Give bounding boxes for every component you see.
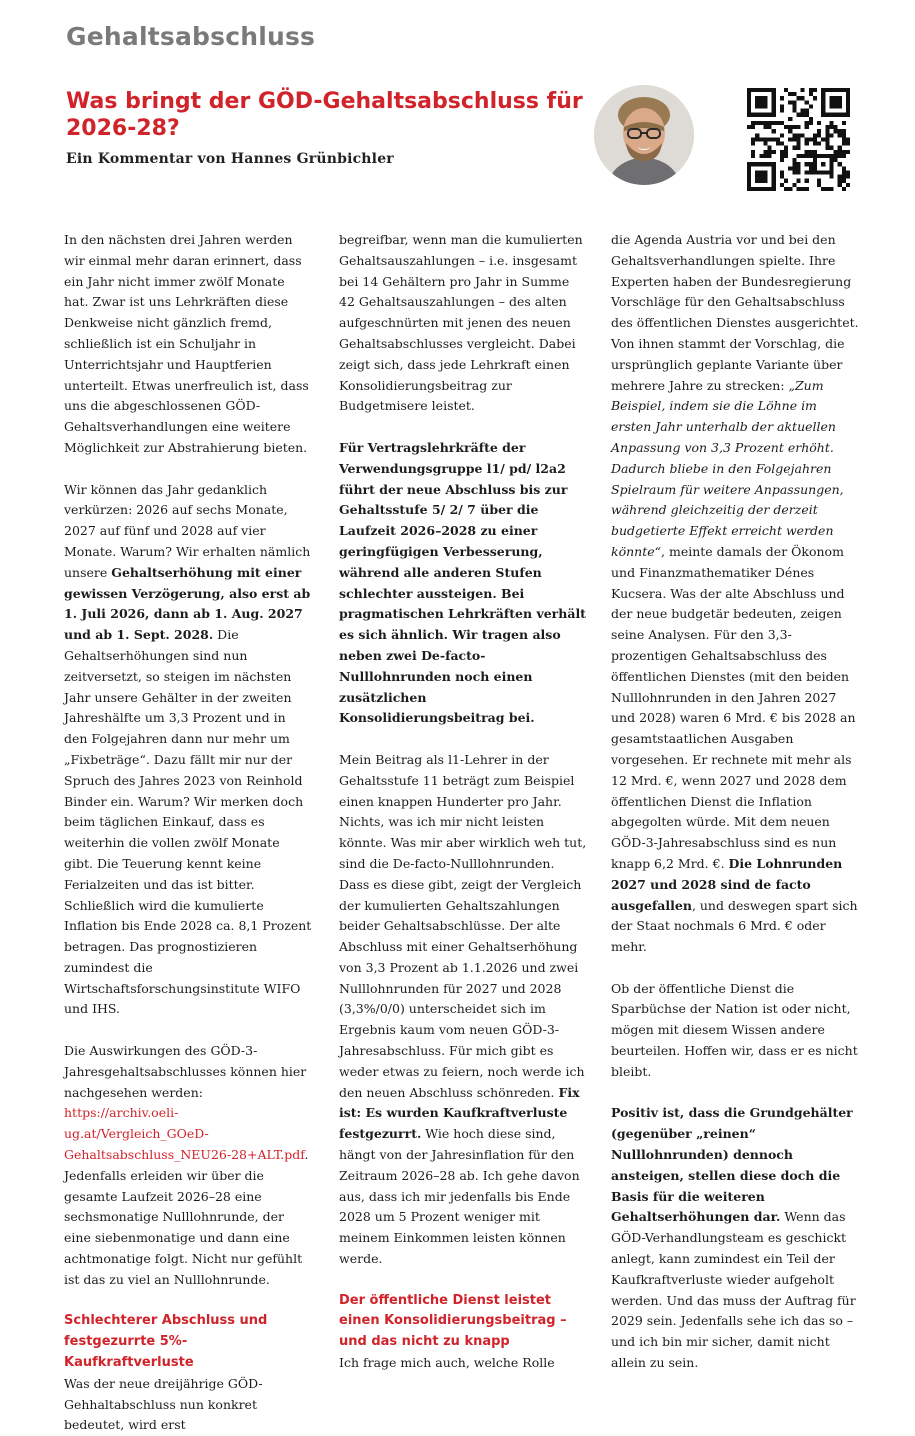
paragraph: begreifbar, wenn man die kumulierten Gehaltsauszahlungen – i.e. insgesamt bei 14 Gehältern pro Jahr in Summe 42 Gehaltsauszahlungen – des alten aufgeschnürten mit jenen des neuen Gehaltsabschlusses vergleicht. Dabei zeigt sich, dass jede Lehrkraft einen Konsolidierungsbeitrag zur Budgetmisere leistet. <box>339 232 583 414</box>
paragraph: In den nächsten drei Jahren werden wir einmal mehr daran erinnert, dass ein Jahr nicht immer zwölf Monate hat. Zwar ist uns Lehrkräften diese Denkweise nicht gänzlich fremd, schließlich ist ein Schuljahr in Unterrichtsjahr und Hauptferien unterteilt. Etwas unerfreulich ist, dass uns die abgeschlossenen GÖD-Gehaltsverhandlungen eine weitere Möglichkeit zur Abstrahierung bieten. <box>64 232 309 455</box>
portrait-photo <box>594 85 694 185</box>
article-title: Was bringt der GÖD-Gehaltsabschluss für 2026-28? <box>66 89 583 141</box>
paragraph: Ich frage mich auch, welche Rolle <box>339 1355 555 1371</box>
subheading: Schlechterer Abschluss und festgezurrte 5%-Kaufkraftverluste <box>64 1313 268 1371</box>
column-2 <box>339 230 587 1374</box>
paragraph: Wir können das Jahr gedanklich verkürzen: 2026 auf sechs Monate, 2027 auf fünf und 2028 auf vier Monate. Warum? Wir erhalten nämlich unsere Gehaltserhöhung mit einer gewissen Verzögerung, also erst ab 1. Juli 2026, dann ab 1. Aug. 2027 und ab 1. Sept. 2028. Die Gehaltserhöhungen sind nun zeitversetzt, so steigen im nächsten Jahr unsere Gehälter in der zweiten Jahreshälfte um 3,3 Prozent und in den Folgejahren dann nur mehr um „Fixbeträge“. Dazu fällt mir nur der Spruch des Jahres 2023 von Reinhold Binder ein. Warum? Wir merken doch beim täglichen Einkauf, dass es weiterhin die vollen zwölf Monate gibt. Die Teuerung kennt keine Ferialzeiten und das ist bitter. Schließlich wird die kumulierte Inflation bis Ende 2028 ca. 8,1 Prozent betragen. Das prognostizieren zumindest die Wirtschaftsforschungsinstitute WIFO und IHS. <box>64 481 312 1017</box>
byline: Ein Kommentar von Hannes Grünbichler <box>66 151 394 167</box>
author-photo <box>594 85 694 185</box>
paragraph: Was der neue dreijährige GÖD-Gehhaltabschluss nun konkret bedeutet, wird erst <box>64 1375 263 1433</box>
column-3 <box>611 230 859 1374</box>
subheading: Der öffentliche Dienst leistet einen Konsolidierungsbeitrag – und das nicht zu knapp <box>339 1292 567 1350</box>
paragraph: Mein Beitrag als l1-Lehrer in der Gehaltsstufe 11 beträgt zum Beispiel einen knappen Hunderter pro Jahr. Nichts, was ich mir nicht leisten könnte. Was mir aber wirklich weh tut, sind die De-facto-Nulllohnrunden. Dass es diese gibt, zeigt der Vergleich der kumulierten Gehaltszahlungen beider Gehaltsabschlüsse. Der alte Abschluss mit einer Gehaltserhöhung von 3,3 Prozent ab 1.1.2026 und zwei Nulllohnrunden für 2027 und 2028 (3,3%/0/0) unterscheidet sich im Ergebnis kaum vom neuen GÖD-3-Jahresabschluss. Für mich gibt es weder etwas zu feiern, noch werde ich den neuen Abschluss schönreden. Fix ist: Es wurden Kaufkraftverluste festgezurrt. Wie hoch diese sind, hängt von der Jahresinflation für den Zeitraum 2026–28 ab. Ich gehe davon aus, dass ich mir jedenfalls bis Ende 2028 um 5 Prozent weniger mit meinem Einkommen leisten können werde. <box>339 751 587 1267</box>
column-1 <box>64 230 312 1436</box>
pdf-link[interactable]: https://archiv.oeli-ug.at/Vergleich_GOeD-Gehaltsabschluss_NEU26-28+ALT.pdf <box>64 1105 305 1163</box>
paragraph: Ob der öffentliche Dienst die Sparbüchse der Nation ist oder nicht, mögen mit diesem Wissen andere beurteilen. Hoffen wir, dass er es nicht bleibt. <box>611 980 858 1079</box>
paragraph: Die Auswirkungen des GÖD-3-Jahresgehaltsabschlusses können hier nachgesehen werden: https://archiv.oeli-ug.at/Vergleich_GOeD-Gehaltsabschluss_NEU26-28+ALT.pdf. Jedenfalls erleiden wir über die gesamte Laufzeit 2026–28 eine sechsmonatige Nulllohnrunde, der eine siebenmonatige und dann eine achtmonatige folgt. Nicht nur gefühlt ist das zu viel an Nulllohnrunde. <box>64 1043 309 1287</box>
paragraph: die Agenda Austria vor und bei den Gehaltsverhandlungen spielte. Ihre Experten haben der Bundesregierung Vorschläge für den Gehaltsabschluss des öffentlichen Dienstes ausgerichtet. Von ihnen stammt der Vorschlag, die ursprünglich geplante Variante über mehrere Jahre zu strecken: „Zum Beispiel, indem sie die Löhne im ersten Jahr unterhalb der aktuellen Anpassung von 3,3 Prozent erhöht. Dadurch bliebe in den Folgejahren Spielraum für weitere Anpassungen, während gleichzeitig der derzeit budgetierte Effekt erreicht werden könnte“, meinte damals der Ökonom und Finanzmathematiker Dénes Kucsera. Was der alte Abschluss und der neue budgetär bedeuten, zeigen seine Analysen. Für den 3,3-prozentigen Gehaltsabschluss des öffentlichen Dienstes (mit den beiden Nulllohnrunden in den Jahren 2027 und 2028) waren 6 Mrd. € bis 2028 an gesamtstaatlichen Ausgaben vorgesehen. Er rechnete mit mehr als 12 Mrd. €, wenn 2027 und 2028 dem öffentlichen Dienst die Inflation abgegolten würde. Mit dem neuen GÖD-3-Jahresabschluss sind es nun knapp 6,2 Mrd. €. Die Lohnrunden 2027 und 2028 sind de facto ausgefallen, und deswegen spart sich der Staat nochmals 6 Mrd. € oder mehr. <box>611 232 859 955</box>
paragraph: Positiv ist, dass die Grundgehälter (gegenüber „reinen“ Nulllohnrunden) dennoch ansteigen, stellen diese doch die Basis für die weiteren Gehaltserhöhungen dar. Wenn das GÖD-Verhandlungsteam es geschickt anlegt, kann zumindest ein Teil der Kaufkraftverluste wieder aufgeholt werden. Und das muss der Auftrag für 2029 sein. Jedenfalls sehe ich das so – und ich bin mir sicher, damit nicht allein zu sein. <box>611 1105 856 1371</box>
qr-code-icon[interactable] <box>747 88 850 191</box>
section-label: Gehaltsabschluss <box>66 22 316 51</box>
paragraph: Für Vertragslehrkräfte der Verwendungsgruppe l1/ pd/ l2a2 führt der neue Abschluss bis zur Gehaltsstufe 5/ 2/ 7 über die Laufzeit 2026–2028 zu einer geringfügigen Verbesserung, während alle anderen Stufen schlechter aussteigen. Bei pragmatischen Lehrkräften verhält es sich ähnlich. Wir tragen also neben zwei De-facto-Nulllohnrunden noch einen zusätzlichen Konsolidierungsbeitrag bei. <box>339 439 586 726</box>
